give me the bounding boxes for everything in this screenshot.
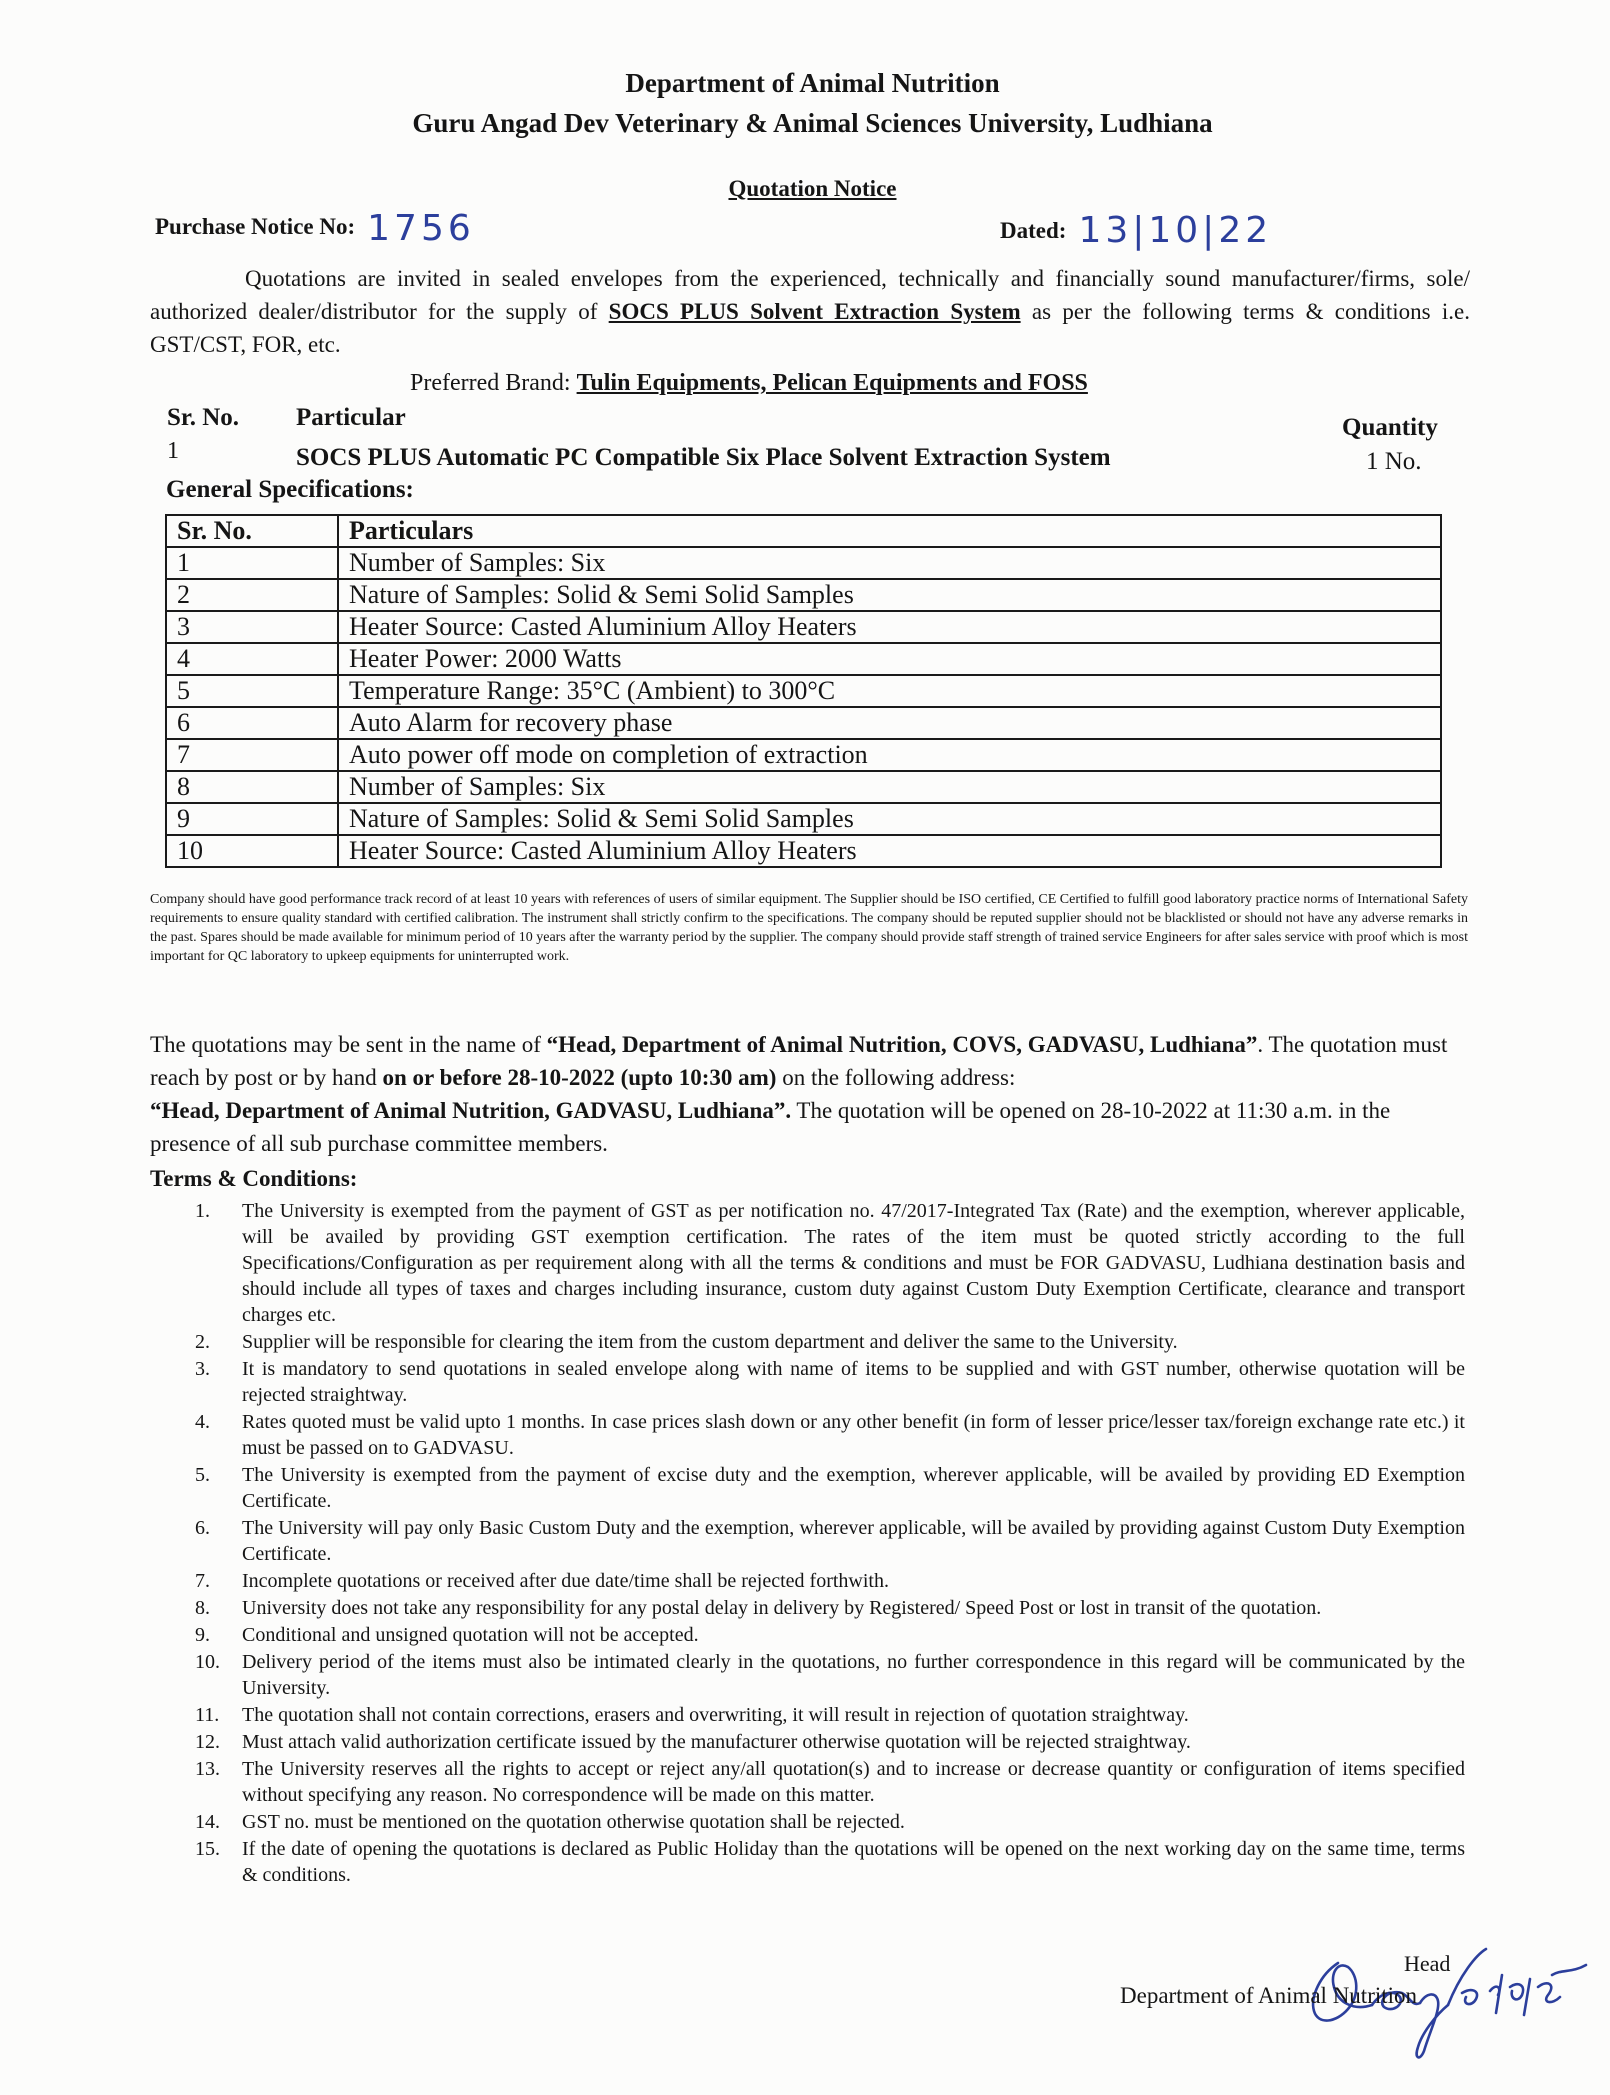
term-text: It is mandatory to send quotations in sealed envelope along with name of items to be supplied and with GST number, otherwise quotation will be rejected straightway.: [242, 1358, 1465, 1406]
term-number: 7.: [195, 1570, 210, 1592]
dated-label: Dated:: [1000, 218, 1067, 243]
spec-sr: 6: [166, 707, 338, 739]
term-item: [150, 1702, 1465, 1728]
specs-body: [166, 547, 1441, 867]
term-number: 8.: [195, 1597, 210, 1619]
spec-sr: 7: [166, 739, 338, 771]
term-item: [150, 1756, 1465, 1808]
spec-text: Nature of Samples: Solid & Semi Solid Samples: [338, 803, 1441, 835]
specs-col-sr: Sr. No.: [166, 515, 338, 547]
term-item: [150, 1329, 1465, 1355]
spec-text: Auto power off mode on completion of extraction: [338, 739, 1441, 771]
specs-col-particulars: Particulars: [338, 515, 1441, 547]
item-quantity: 1 No.: [1366, 448, 1422, 475]
term-text: University does not take any responsibility for any postal delay in delivery by Registered/ Speed Post or lost in transit of the quotation.: [242, 1597, 1322, 1619]
terms-list: [150, 1198, 1465, 1889]
item-quantity-header: Quantity: [1342, 414, 1438, 441]
term-text: The quotation shall not contain corrections, erasers and overwriting, it will result in rejection of quotation straightway.: [242, 1704, 1189, 1726]
spec-row: [166, 803, 1441, 835]
term-text: If the date of opening the quotations is declared as Public Holiday than the quotations will be opened on the next working day on the same time, terms & conditions.: [242, 1838, 1465, 1886]
signature-department: Department of Animal Nutrition: [1120, 1983, 1418, 2008]
spec-sr: 8: [166, 771, 338, 803]
term-text: Supplier will be responsible for clearing the item from the custom department and deliver the same to the University.: [242, 1331, 1178, 1353]
specs-title: General Specifications:: [166, 476, 414, 503]
term-number: 2.: [195, 1331, 210, 1353]
spec-sr: 10: [166, 835, 338, 867]
item-sr: 1: [167, 438, 179, 464]
term-item: [150, 1649, 1465, 1701]
intro-text-after: as per the following terms & conditions i.e. GST/CST, FOR, etc.: [150, 299, 1470, 357]
term-item: [150, 1568, 1465, 1594]
submission-text-3: on the following address:: [776, 1065, 1016, 1090]
terms-title: Terms & Conditions:: [150, 1166, 358, 1191]
spec-sr: 3: [166, 611, 338, 643]
specs-header-row: [166, 515, 1441, 547]
item-particular-header: Particular: [296, 404, 406, 431]
submission-addressee: “Head, Department of Animal Nutrition, COVS, GADVASU, Ludhiana”: [546, 1032, 1258, 1057]
term-number: 1.: [195, 1200, 210, 1222]
intro-paragraph: [150, 262, 1470, 361]
spec-text: Heater Source: Casted Aluminium Alloy Heaters: [338, 835, 1441, 867]
term-number: 10.: [195, 1651, 220, 1673]
submission-address: “Head, Department of Animal Nutrition, GADVASU, Ludhiana”.: [150, 1098, 792, 1123]
intro-item-name: SOCS PLUS Solvent Extraction System: [608, 299, 1021, 324]
term-number: 11.: [195, 1704, 220, 1726]
term-number: 4.: [195, 1411, 210, 1433]
item-particular: SOCS PLUS Automatic PC Compatible Six Place Solvent Extraction System: [296, 444, 1111, 471]
term-item: [150, 1836, 1465, 1888]
spec-text: Heater Source: Casted Aluminium Alloy Heaters: [338, 611, 1441, 643]
spec-text: Heater Power: 2000 Watts: [338, 643, 1441, 675]
term-item: [150, 1356, 1465, 1408]
spec-text: Number of Samples: Six: [338, 547, 1441, 579]
submission-text-1: The quotations may be sent in the name of: [150, 1032, 547, 1057]
term-number: 5.: [195, 1464, 210, 1486]
brand-value: Tulin Equipments, Pelican Equipments and FOSS: [576, 370, 1088, 396]
intro-text-before: Quotations are invited in sealed envelopes from the experienced, technically and financially sound manufacturer/firms, sole/ authorized dealer/distributor for the supply of: [150, 266, 1470, 324]
spec-text: Temperature Range: 35°C (Ambient) to 300°C: [338, 675, 1441, 707]
submission-text-2: . The quotation must reach by post or by hand: [150, 1032, 1448, 1090]
spec-row: [166, 547, 1441, 579]
term-text: Delivery period of the items must also be intimated clearly in the quotations, no further correspondence in this regard will be communicated by the University.: [242, 1651, 1465, 1699]
term-number: 3.: [195, 1358, 210, 1380]
spec-row: [166, 739, 1441, 771]
purchase-notice-number: 1756: [367, 208, 475, 249]
purchase-notice: [155, 202, 475, 249]
spec-row: [166, 643, 1441, 675]
term-item: [150, 1515, 1465, 1567]
spec-row: [166, 835, 1441, 867]
spec-row: [166, 611, 1441, 643]
notice-title: Quotation Notice: [728, 176, 897, 201]
term-number: 6.: [195, 1517, 210, 1539]
term-item: [150, 1622, 1465, 1648]
submission-paragraph: [150, 1028, 1468, 1160]
dated-value: 13|10|22: [1078, 210, 1273, 251]
purchase-notice-label: Purchase Notice No:: [155, 214, 356, 239]
term-item: [150, 1198, 1465, 1328]
term-text: Incomplete quotations or received after due date/time shall be rejected forthwith.: [242, 1570, 889, 1592]
term-item: [150, 1595, 1465, 1621]
term-number: 9.: [195, 1624, 210, 1646]
eligibility-fine-print: Company should have good performance track record of at least 10 years with references of users of similar equipment. The Supplier should be ISO certified, CE Certified to fulfill good laboratory practice norms of International Safety requirements to ensure quality standard with certified calibration. The instrument shall strictly confirm to the specifications. The company should be reputed supplier should not be blacklisted or should not have any adverse remarks in the past. Spares should be made available for minimum period of 10 years after the warranty period by the supplier. The company should provide staff strength of trained service Engineers for after sales service with proof which is most important for QC laboratory to upkeep equipments for uninterrupted work.: [150, 892, 1468, 964]
term-item: [150, 1729, 1465, 1755]
term-text: The University is exempted from the payment of excise duty and the exemption, wherever applicable, will be availed by providing ED Exemption Certificate.: [242, 1464, 1465, 1512]
term-item: [150, 1462, 1465, 1514]
spec-row: [166, 675, 1441, 707]
specifications-table: [165, 514, 1442, 868]
term-text: Conditional and unsigned quotation will not be accepted.: [242, 1624, 699, 1646]
term-number: 13.: [195, 1758, 220, 1780]
term-text: GST no. must be mentioned on the quotation otherwise quotation shall be rejected.: [242, 1811, 905, 1833]
spec-text: Nature of Samples: Solid & Semi Solid Samples: [338, 579, 1441, 611]
term-number: 15.: [195, 1838, 220, 1860]
spec-sr: 1: [166, 547, 338, 579]
spec-row: [166, 579, 1441, 611]
spec-sr: 4: [166, 643, 338, 675]
term-number: 12.: [195, 1731, 220, 1753]
term-text: The University reserves all the rights to accept or reject any/all quotation(s) and to increase or decrease quantity or configuration of items specified without specifying any reason. No correspondence will be made on this matter.: [242, 1758, 1465, 1806]
term-text: Rates quoted must be valid upto 1 months. In case prices slash down or any other benefit (in form of lesser price/lesser tax/foreign exchange rate etc.) it must be passed on to GADVASU.: [242, 1411, 1465, 1459]
spec-sr: 5: [166, 675, 338, 707]
term-item: [150, 1809, 1465, 1835]
spec-text: Auto Alarm for recovery phase: [338, 707, 1441, 739]
spec-row: [166, 771, 1441, 803]
spec-sr: 2: [166, 579, 338, 611]
university-heading: Guru Angad Dev Veterinary & Animal Sciences University, Ludhiana: [412, 108, 1213, 138]
spec-row: [166, 707, 1441, 739]
term-text: Must attach valid authorization certificate issued by the manufacturer otherwise quotation will be rejected straightway.: [242, 1731, 1191, 1753]
submission-deadline: on or before 28-10-2022 (upto 10:30 am): [382, 1065, 777, 1090]
item-sr-header: Sr. No.: [167, 404, 240, 431]
term-text: The University will pay only Basic Custom Duty and the exemption, wherever applicable, will be availed by providing against Custom Duty Exemption Certificate.: [242, 1517, 1465, 1565]
term-number: 14.: [195, 1811, 220, 1833]
submission-text-4: The quotation will be opened on 28-10-2022 at 11:30 a.m. in the presence of all sub purchase committee members.: [150, 1098, 1391, 1156]
notice-date: [1000, 206, 1273, 251]
preferred-brand: [410, 370, 1088, 397]
brand-label: Preferred Brand:: [410, 370, 577, 396]
term-item: [150, 1409, 1465, 1461]
department-heading: Department of Animal Nutrition: [625, 68, 1000, 98]
spec-sr: 9: [166, 803, 338, 835]
spec-text: Number of Samples: Six: [338, 771, 1441, 803]
term-text: The University is exempted from the payment of GST as per notification no. 47/2017-Integrated Tax (Rate) and the exemption, wherever applicable, will be availed by providing GST exemption certification. The rates of the item must be quoted strictly according to the full Specifications/Configuration as per requirement along with all the terms & conditions and must be FOR GADVASU, Ludhiana destination basis and should include all types of taxes and charges including insurance, custom duty against Custom Duty Exemption Certificate, clearance and transport charges etc.: [242, 1200, 1465, 1326]
signature-head-label: Head: [1404, 1951, 1451, 1976]
